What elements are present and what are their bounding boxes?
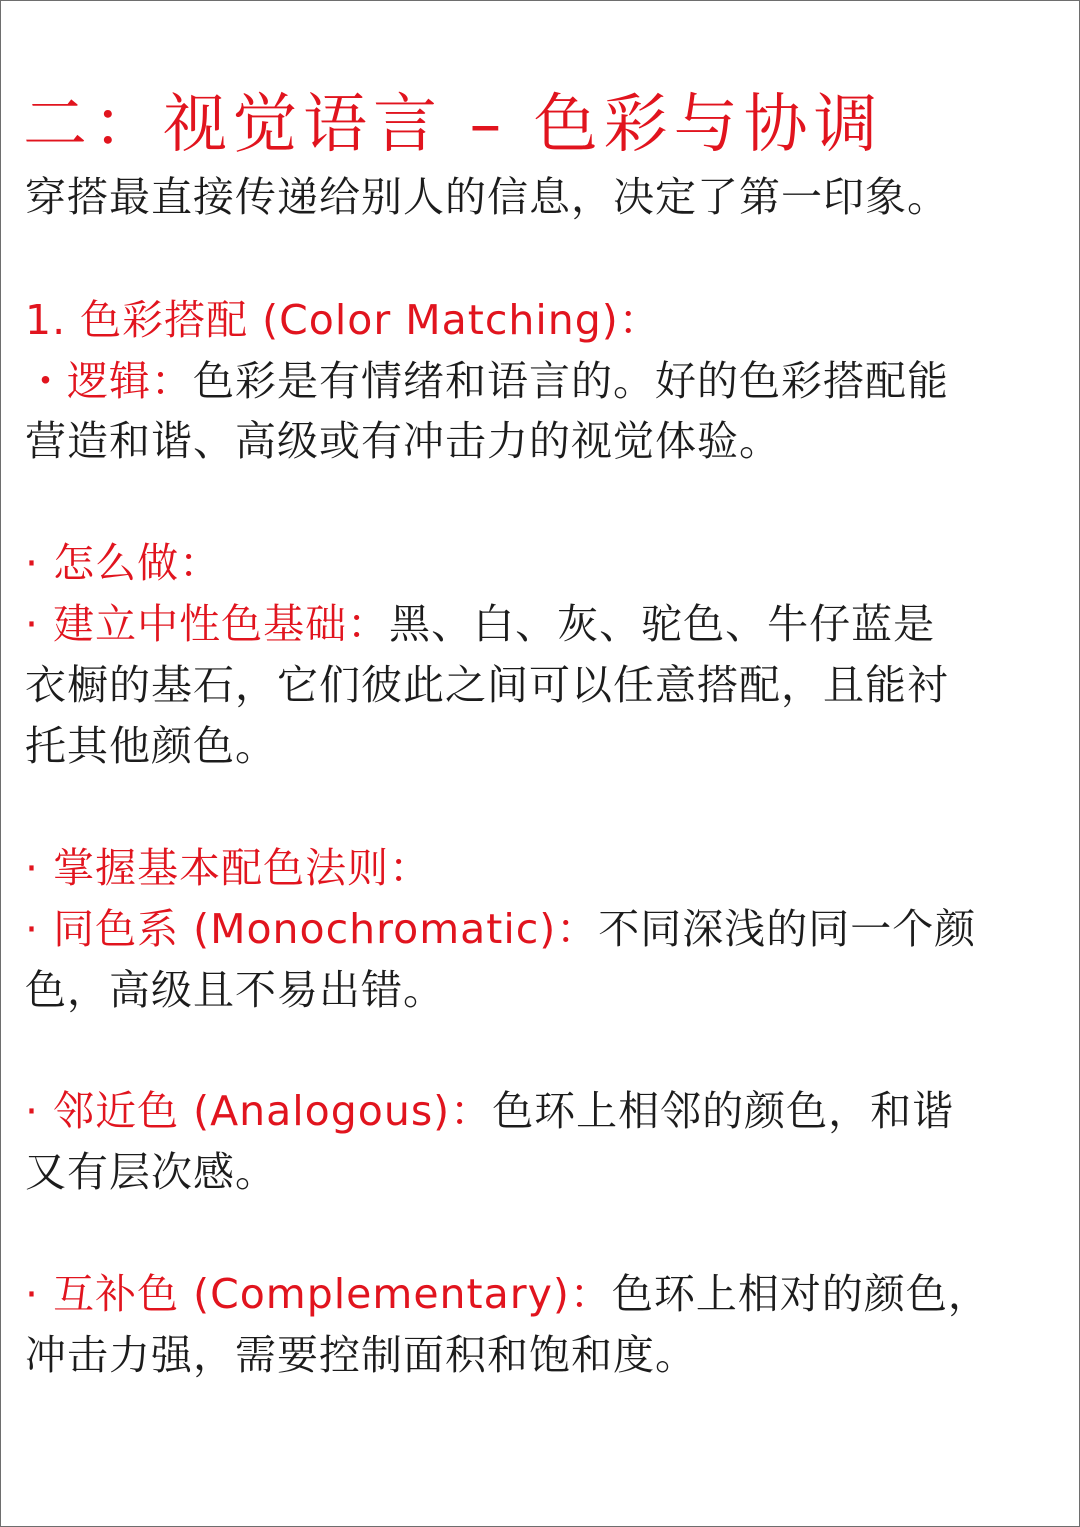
neutral-text-1: 黑、白、灰、驼色、牛仔蓝是	[389, 600, 936, 648]
section-heading-color-matching: 1. 色彩搭配 (Color Matching)：	[25, 296, 661, 344]
complementary-label: · 互补色 (Complementary)：	[25, 1270, 612, 1318]
logic-text-2: 营造和谐、高级或有冲击力的视觉体验。	[25, 417, 781, 465]
mono-label: · 同色系 (Monochromatic)：	[25, 905, 599, 953]
complementary-text-1: 色环上相对的颜色，	[611, 1270, 990, 1318]
howto-heading: · 怎么做：	[25, 539, 222, 587]
analogous-line-1	[25, 1081, 954, 1141]
logic-text-1: 色彩是有情绪和语言的。好的色彩搭配能	[193, 357, 949, 405]
neutral-text-2: 衣橱的基石，它们彼此之间可以任意搭配，且能衬	[25, 661, 949, 709]
logic-line-1	[25, 351, 949, 411]
logic-label: ・逻辑：	[25, 357, 193, 405]
analogous-text-2: 又有层次感。	[25, 1148, 277, 1196]
rules-heading: · 掌握基本配色法则：	[25, 844, 432, 892]
analogous-text-1: 色环上相邻的颜色，和谐	[492, 1087, 955, 1135]
neutral-text-3: 托其他颜色。	[25, 722, 277, 770]
mono-line-1	[25, 899, 976, 959]
mono-text-2: 色，高级且不易出错。	[25, 966, 445, 1014]
analogous-label: · 邻近色 (Analogous)：	[25, 1087, 493, 1135]
neutral-line-1	[25, 594, 935, 654]
mono-text-1: 不同深浅的同一个颜	[598, 905, 977, 953]
page-title: 二：视觉语言 – 色彩与协调	[23, 88, 884, 162]
neutral-label: · 建立中性色基础：	[25, 600, 390, 648]
page-subtitle: 穿搭最直接传递给别人的信息，决定了第一印象。	[25, 173, 949, 221]
complementary-line-1	[25, 1264, 990, 1324]
complementary-text-2: 冲击力强，需要控制面积和饱和度。	[25, 1331, 697, 1379]
